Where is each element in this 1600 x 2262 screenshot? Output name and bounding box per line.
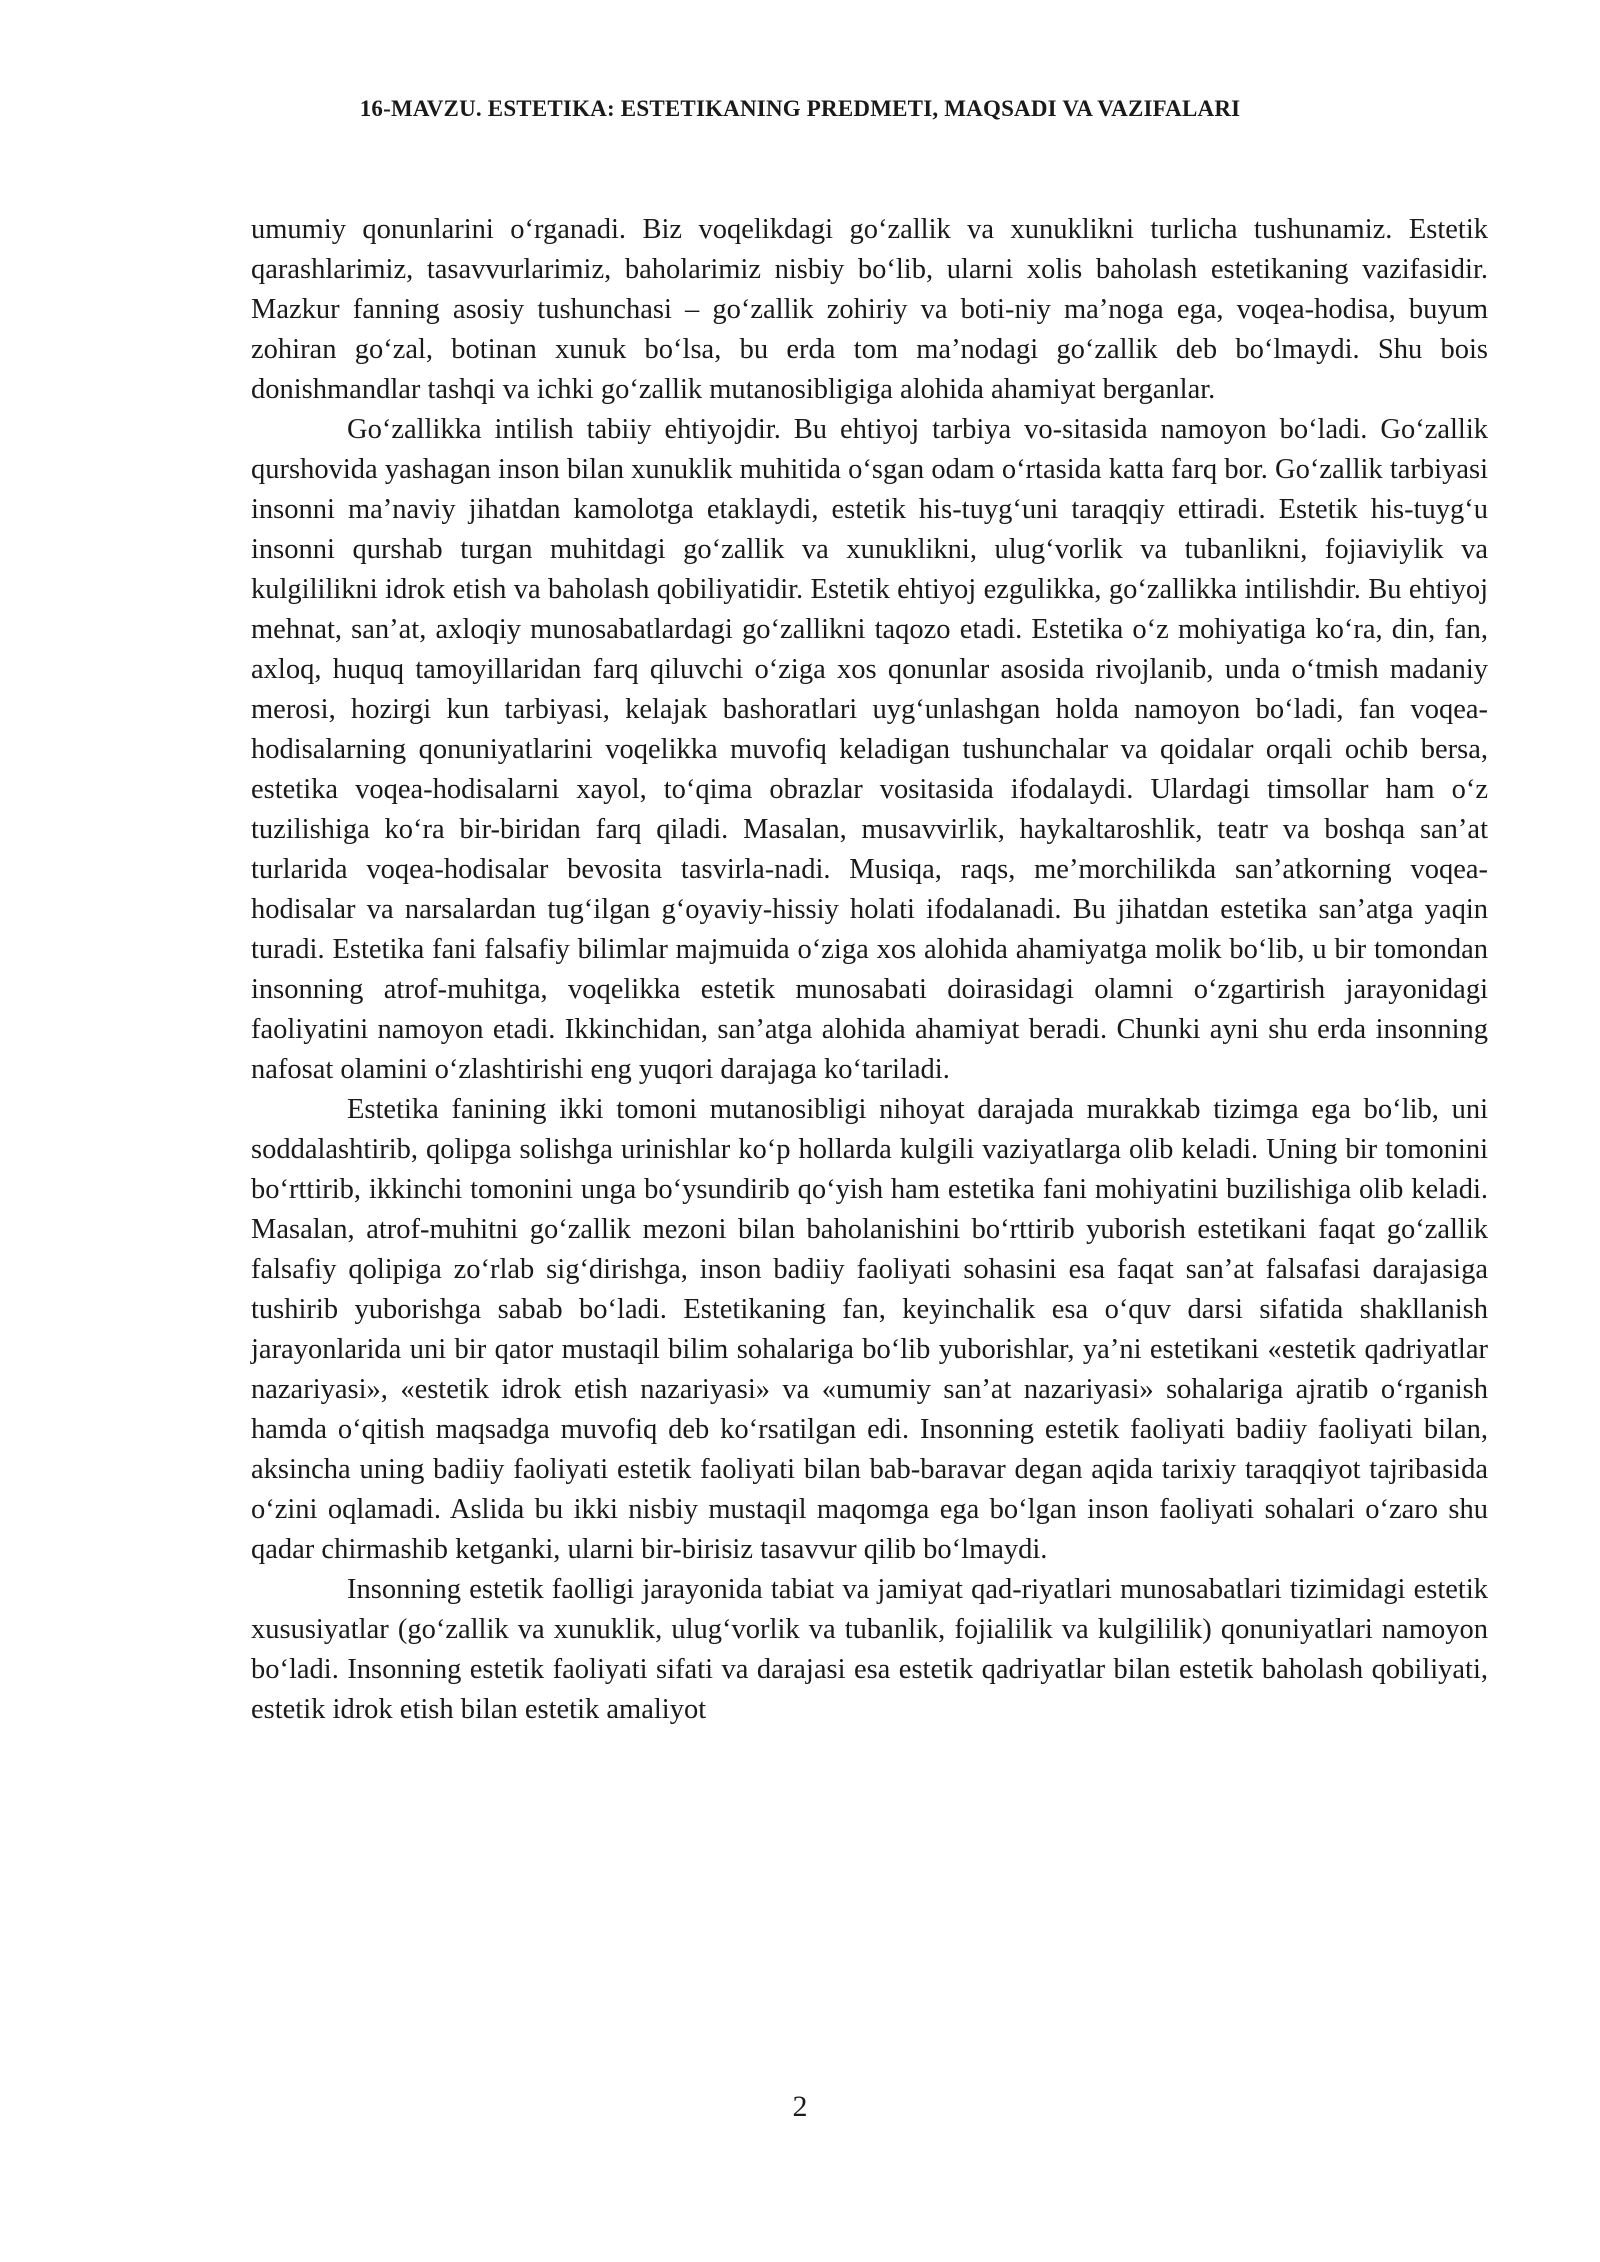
page-number: 2 bbox=[792, 2090, 808, 2123]
running-header: 16-MAVZU. ESTETIKA: ESTETIKANING PREDMETI, MAQSADI VA VAZIFALARI bbox=[359, 96, 1241, 121]
paragraph: Go‘zallikka intilish tabiiy ehtiyojdir. Bu ehtiyoj tarbiya vo-sitasida namoyon bo‘ladi. Go‘zallik qurshovida yashagan inson bilan xunuklik muhitida o‘sgan odam o‘rtasida katta farq bor. Go‘zallik tarbiyasi insonni ma’naviy jihatdan kamolotga etaklaydi, estetik his-tuyg‘uni taraqqiy ettiradi. Estetik his-tuyg‘u insonni qurshab turgan muhitdagi go‘zallik va xunuklikni, ulug‘vorlik va tubanlikni, fojiaviylik va kulgililikni idrok etish va baholash qobiliyatidir. Estetik ehtiyoj ezgulikka, go‘zallikka intilishdir. Bu ehtiyoj mehnat, san’at, axloqiy munosabatlardagi go‘zallikni taqozo etadi. Estetika o‘z mohiyatiga ko‘ra, din, fan, axloq, huquq tamoyillaridan farq qiluvchi o‘ziga xos qonunlar asosida rivojlanib, unda o‘tmish madaniy merosi, hozirgi kun tarbiyasi, kelajak bashoratlari uyg‘unlashgan holda namoyon bo‘ladi, fan voqea-hodisalarning qonuniyatlarini voqelikka muvofiq keladigan tushunchalar va qoidalar orqali ochib bersa, estetika voqea-hodisalarni xayol, to‘qima obrazlar vositasida ifodalaydi. Ulardagi timsollar ham o‘z tuzilishiga ko‘ra bir-biridan farq qiladi. Masalan, musavvirlik, haykaltaroshlik, teatr va boshqa san’at turlarida voqea-hodisalar bevosita tasvirla-nadi. Musiqa, raqs, me’morchilikda san’atkorning voqea-hodisalar va narsalardan tug‘ilgan g‘oyaviy-hissiy holati ifodalanadi. Bu jihatdan estetika san’atga yaqin turadi. Estetika fani falsafiy bilimlar majmuida o‘ziga xos alohida ahamiyatga molik bo‘lib, u bir tomondan insonning atrof-muhitga, voqelikka estetik munosabati doirasidagi olamni o‘zgartirish jarayonidagi faoliyatini namoyon etadi. Ikkinchidan, san’atga alohida ahamiyat beradi. Chunki ayni shu erda insonning nafosat olamini o‘zlashtirishi eng yuqori darajaga ko‘tariladi. bbox=[251, 414, 1488, 1085]
paragraph: Insonning estetik faolligi jarayonida tabiat va jamiyat qad-riyatlari munosabatlari tizimidagi estetik xususiyatlar (go‘zallik va xunuklik, ulug‘vorlik va tubanlik, fojialilik va kulgililik) qonuniyatlari namoyon bo‘ladi. Insonning estetik faoliyati sifati va darajasi esa estetik qadriyatlar bilan estetik baholash qobiliyati, estetik idrok etish bilan estetik amaliyot bbox=[251, 1574, 1488, 1725]
paragraph-continuation: umumiy qonunlarini o‘rganadi. Biz voqelikdagi go‘zallik va xunuklikni turlicha tushunamiz. Estetik qarashlarimiz, tasavvurlarimiz, baholarimiz nisbiy bo‘lib, ularni xolis baholash estetikaning vazifasidir. Mazkur fanning asosiy tushunchasi – go‘zallik zohiriy va boti-niy ma’noga ega, voqea-hodisa, buyum zohiran go‘zal, botinan xunuk bo‘lsa, bu erda tom ma’nodagi go‘zallik deb bo‘lmaydi. Shu bois donishmandlar tashqi va ichki go‘zallik mutanosibligiga alohida ahamiyat berganlar. bbox=[251, 214, 1488, 405]
paragraph: Estetika fanining ikki tomoni mutanosibligi nihoyat darajada murakkab tizimga ega bo‘lib, uni soddalashtirib, qolipga solishga urinishlar ko‘p hollarda kulgili vaziyatlarga olib keladi. Uning bir tomonini bo‘rttirib, ikkinchi tomonini unga bo‘ysundirib qo‘yish ham estetika fani mohiyatini buzilishiga olib keladi. Masalan, atrof-muhitni go‘zallik mezoni bilan baholanishini bo‘rttirib yuborish estetikani faqat go‘zallik falsafiy qolipiga zo‘rlab sig‘dirishga, inson badiiy faoliyati sohasini esa faqat san’at falsafasi darajasiga tushirib yuborishga sabab bo‘ladi. Estetikaning fan, keyinchalik esa o‘quv darsi sifatida shakllanish jarayonlarida uni bir qator mustaqil bilim sohalariga bo‘lib yuborishlar, ya’ni estetikani «estetik qadriyatlar nazariyasi», «estetik idrok etish nazariyasi» va «umumiy san’at nazariyasi» sohalariga ajratib o‘rganish hamda o‘qitish maqsadga muvofiq deb ko‘rsatilgan edi. Insonning estetik faoliyati badiiy faoliyati bilan, aksincha uning badiiy faoliyati estetik faoliyati bilan bab-baravar degan aqida tarixiy taraqqiyot tajribasida o‘zini oqlamadi. Aslida bu ikki nisbiy mustaqil maqomga ega bo‘lgan inson faoliyati sohalari o‘zaro shu qadar chirmashib ketganki, ularni bir-birisiz tasavvur qilib bo‘lmaydi. bbox=[251, 1094, 1488, 1565]
body-text bbox=[251, 210, 1488, 1730]
